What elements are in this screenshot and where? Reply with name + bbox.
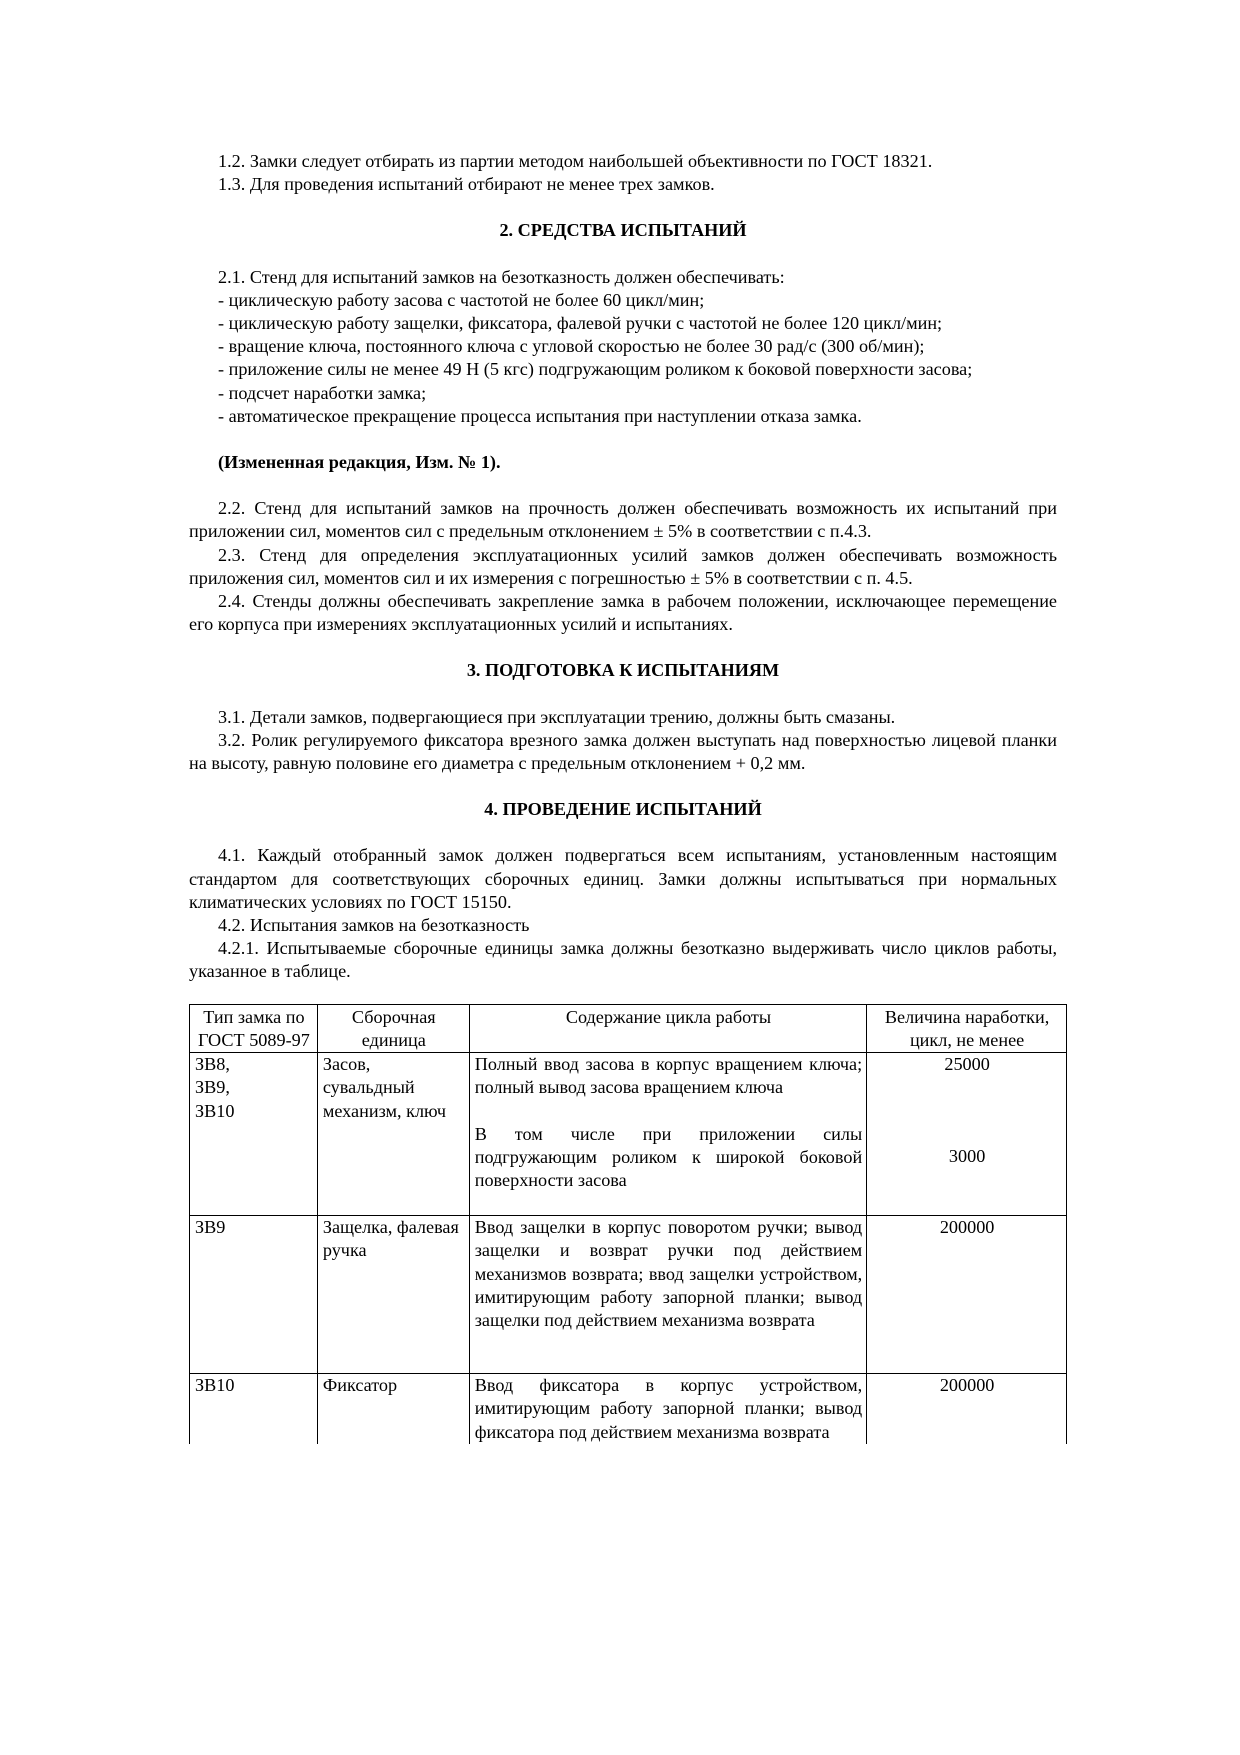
table-header-cell: Содержание цикла работы xyxy=(469,1004,866,1052)
list-item: - автоматическое прекращение процесса испытания при наступлении отказа замка. xyxy=(218,405,862,426)
cycle-content-cell xyxy=(469,1216,866,1374)
clause-3-2: 3.2. Ролик регулируемого фиксатора врезного замка должен выступать над поверхностью лицевой планки на высоту, равную половине его диаметра с предельным отклонением + 0,2 мм. xyxy=(189,729,1057,774)
cycle-count-value: 3000 xyxy=(948,1146,986,1167)
clause-1-3: 1.3. Для проведения испытаний отбирают не менее трех замков. xyxy=(218,174,715,195)
list-item: - вращение ключа, постоянного ключа с угловой скоростью не более 30 рад/с (300 об/мин); xyxy=(218,336,925,357)
cycle-content-text: Полный ввод засова в корпус вращением ключа; полный вывод засова вращением ключа xyxy=(474,1054,863,1098)
clause-2-1: 2.1. Стенд для испытаний замков на безотказность должен обеспечивать: xyxy=(218,266,785,287)
cycle-count-cell: 200000 xyxy=(867,1374,1067,1444)
cycle-content-text: Ввод защелки в корпус поворотом ручки; вывод защелки и возврат ручки под действием механизмов возврата; ввод защелки устройством, имитирующим работу запорной планки; вывод защелки под действием механизма возврата xyxy=(474,1217,863,1330)
table-row xyxy=(190,1053,1067,1216)
assembly-unit-cell: Защелка, фалевая ручка xyxy=(317,1216,469,1374)
section-2-heading: 2. СРЕДСТВА ИСПЫТАНИЙ xyxy=(499,220,747,241)
table-row xyxy=(190,1374,1067,1444)
list-item: - приложение силы не менее 49 Н (5 кгс) подгружающим роликом к боковой поверхности засова; xyxy=(218,359,973,380)
list-item: - циклическую работу защелки, фиксатора, фалевой ручки с частотой не более 120 цикл/мин; xyxy=(218,313,943,334)
assembly-unit-cell: Засов, сувальдный механизм, ключ xyxy=(317,1053,469,1216)
clause-4-2: 4.2. Испытания замков на безотказность xyxy=(218,915,530,936)
table-header-cell: Величина наработки, цикл, не менее xyxy=(867,1004,1067,1052)
list-item: - подсчет наработки замка; xyxy=(218,382,427,403)
document-page xyxy=(189,150,1057,1444)
cycle-count-value: 25000 xyxy=(944,1054,990,1075)
cycle-content-cell xyxy=(469,1053,866,1216)
clause-4-2-1: 4.2.1. Испытываемые сборочные единицы замка должны безотказно выдерживать число циклов работы, указанное в таблице. xyxy=(189,938,1057,982)
cycle-content-cell: Ввод фиксатора в корпус устройством, имитирующим работу запорной планки; вывод фиксатора под действием механизма возврата xyxy=(469,1374,866,1444)
assembly-unit-cell: Фиксатор xyxy=(317,1374,469,1444)
cycles-table xyxy=(189,1004,1067,1444)
lock-type-cell: ЗВ10 xyxy=(190,1374,318,1444)
lock-type-cell: ЗВ9 xyxy=(190,1216,318,1374)
cycle-content-text: В том числе при приложении силы подгружающим роликом к широкой боковой поверхности засова xyxy=(474,1123,863,1190)
list-item: - циклическую работу засова с частотой не более 60 цикл/мин; xyxy=(218,289,705,310)
table-row xyxy=(190,1216,1067,1374)
section-3-heading: 3. ПОДГОТОВКА К ИСПЫТАНИЯМ xyxy=(466,660,780,681)
cycle-count-cell: 200000 xyxy=(867,1216,1067,1374)
section-4-heading: 4. ПРОВЕДЕНИЕ ИСПЫТАНИЙ xyxy=(484,799,762,820)
clause-2-4: 2.4. Стенды должны обеспечивать закрепление замка в рабочем положении, исключающее перемещение его корпуса при измерениях эксплуатационных усилий и испытаниях. xyxy=(189,591,1057,635)
clause-3-1: 3.1. Детали замков, подвергающиеся при эксплуатации трению, должны быть смазаны. xyxy=(218,706,896,727)
clause-2-3: 2.3. Стенд для определения эксплуатационных усилий замков должен обеспечивать возможность приложения сил, моментов сил и их измерения с погрешностью ± 5% в соответствии с п. 4.5. xyxy=(189,544,1057,588)
table-header-cell: Сборочная единица xyxy=(317,1004,469,1052)
clause-2-2: 2.2. Стенд для испытаний замков на прочность должен обеспечивать возможность их испытаний при приложении сил, моментов сил с предельным отклонением ± 5% в соответствии с п.4.3. xyxy=(189,498,1057,542)
amendment-note: (Измененная редакция, Изм. № 1). xyxy=(218,452,501,473)
lock-type-cell: ЗВ8, ЗВ9, ЗВ10 xyxy=(190,1053,318,1216)
clause-4-1: 4.1. Каждый отобранный замок должен подвергаться всем испытаниям, установленным настоящим стандартом для соответствующих сборочных единиц. Замки должны испытываться при нормальных климатических условиях по ГОСТ 15150. xyxy=(189,845,1057,912)
cycle-count-cell xyxy=(867,1053,1067,1216)
table-header-row xyxy=(190,1004,1067,1052)
clause-1-2: 1.2. Замки следует отбирать из партии методом наибольшей объективности по ГОСТ 18321. xyxy=(218,151,933,171)
table-header-cell: Тип замка по ГОСТ 5089-97 xyxy=(190,1004,318,1052)
